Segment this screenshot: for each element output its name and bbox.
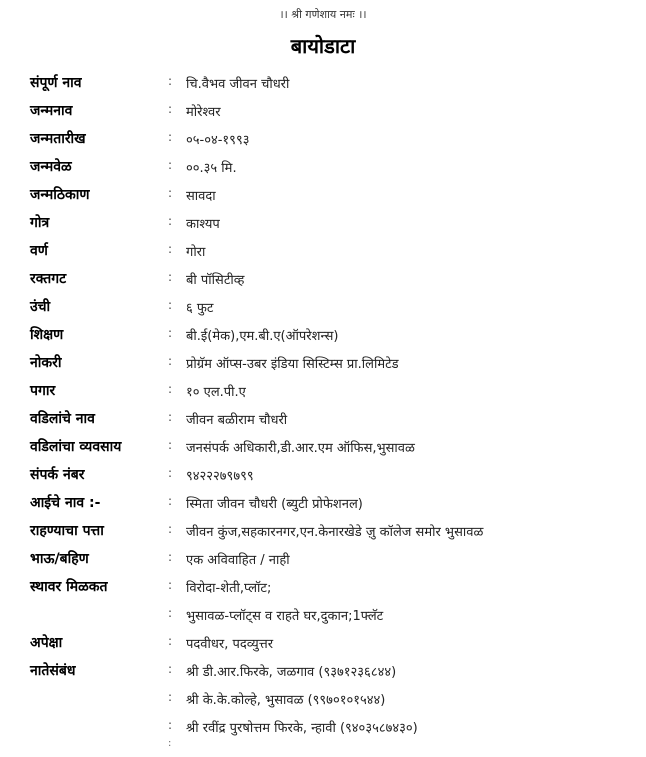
biodata-row xyxy=(0,630,646,658)
field-label: जन्मनाव xyxy=(30,103,73,119)
field-label: नोकरी xyxy=(30,355,62,371)
page-title: बायोडाटा xyxy=(290,34,356,58)
field-value: जीवन बळीराम चौधरी xyxy=(186,413,288,428)
field-separator: : xyxy=(168,382,173,396)
biodata-row xyxy=(0,574,646,602)
biodata-row xyxy=(0,462,646,490)
biodata-row xyxy=(0,546,646,574)
biodata-row xyxy=(0,490,646,518)
field-value: ६ फुट xyxy=(186,301,214,316)
field-value: चि.वैभव जीवन चौधरी xyxy=(186,77,290,92)
field-value: १० एल.पी.ए xyxy=(186,385,246,400)
biodata-row xyxy=(0,714,646,742)
field-label: गोत्र xyxy=(30,215,50,231)
field-separator: : xyxy=(168,354,173,368)
field-separator: : xyxy=(168,494,173,508)
field-value: भुसावळ-प्लॉट्स व राहते घर,दुकान;1फ्लॅट xyxy=(186,609,384,624)
field-separator: : xyxy=(168,410,173,424)
biodata-row xyxy=(0,266,646,294)
field-value: श्री के.के.कोल्हे, भुसावळ (९९७०१०१५४४) xyxy=(186,693,386,708)
biodata-list xyxy=(0,70,646,742)
field-label: संपूर्ण नाव xyxy=(30,75,82,91)
field-label: स्थावर मिळकत xyxy=(30,579,108,595)
field-label: भाऊ/बहिण xyxy=(30,551,89,567)
biodata-row xyxy=(0,70,646,98)
field-label: संपर्क नंबर xyxy=(30,467,85,483)
field-separator: : xyxy=(168,130,173,144)
field-value: एक अविवाहित / नाही xyxy=(186,553,290,568)
invocation-line: ।। श्री गणेशाय नमः ।। xyxy=(279,8,367,21)
biodata-row xyxy=(0,350,646,378)
biodata-row xyxy=(0,602,646,630)
field-separator: : xyxy=(168,158,173,172)
field-label: जन्मवेळ xyxy=(30,159,72,175)
field-separator: : xyxy=(168,690,173,704)
field-value: सावदा xyxy=(186,189,216,204)
biodata-row xyxy=(0,378,646,406)
field-separator: : xyxy=(168,606,173,620)
field-separator: : xyxy=(168,102,173,116)
field-value: जीवन कुंज,सहकारनगर,एन.केनारखेडे ज़ु कॉलेज समोर भुसावळ xyxy=(186,525,484,540)
field-label: वडिलांचे नाव xyxy=(30,411,95,427)
field-separator: : xyxy=(168,578,173,592)
field-value: बी पॉसिटीव्ह xyxy=(186,273,245,288)
field-label: अपेक्षा xyxy=(30,635,63,651)
biodata-row xyxy=(0,98,646,126)
field-label: वर्ण xyxy=(30,243,48,259)
biodata-row xyxy=(0,238,646,266)
biodata-row xyxy=(0,322,646,350)
field-label: वडिलांचा व्यवसाय xyxy=(30,439,122,455)
biodata-row xyxy=(0,406,646,434)
field-separator: : xyxy=(168,550,173,564)
biodata-row xyxy=(0,154,646,182)
field-value: प्रोग्रॅम ऑप्स-उबर इंडिया सिस्टिम्स प्रा.लिमिटेड xyxy=(186,357,399,372)
field-value: जनसंपर्क अधिकारी,डी.आर.एम ऑफिस,भुसावळ xyxy=(186,441,415,456)
field-separator: : xyxy=(168,634,173,648)
field-label: जन्मतारीख xyxy=(30,131,86,147)
field-value: गोरा xyxy=(186,245,206,260)
field-separator: : xyxy=(168,522,173,536)
field-value: ००.३५ मि. xyxy=(186,161,237,176)
field-value: श्री रवींद्र पुरषोत्तम फिरके, न्हावी (९४०३५८७४३०) xyxy=(186,721,418,736)
field-separator: : xyxy=(168,74,173,88)
field-separator: : xyxy=(168,270,173,284)
field-label: जन्मठिकाण xyxy=(30,187,90,203)
field-separator: : xyxy=(168,438,173,452)
field-value: ९४२२२७९७९९ xyxy=(186,469,254,484)
biodata-row xyxy=(0,518,646,546)
field-value: स्मिता जीवन चौधरी (ब्युटी प्रोफेशनल) xyxy=(186,497,363,512)
field-label: शिक्षण xyxy=(30,327,64,343)
field-value: श्री डी.आर.फिरके, जळगाव (९३७१२३६८४४) xyxy=(186,665,397,680)
field-value: पदवीधर, पदव्युत्तर xyxy=(186,637,274,652)
field-label: नातेसंबंध xyxy=(30,663,76,679)
trailing-colon: : xyxy=(168,738,172,749)
field-separator: : xyxy=(168,214,173,228)
field-label: पगार xyxy=(30,383,56,399)
field-value: विरोदा-शेती,प्लॉट; xyxy=(186,581,272,596)
field-separator: : xyxy=(168,242,173,256)
field-value: बी.ई(मेक),एम.बी.ए(ऑपरेशन्स) xyxy=(186,329,339,344)
field-separator: : xyxy=(168,466,173,480)
field-separator: : xyxy=(168,718,173,732)
field-separator: : xyxy=(168,662,173,676)
biodata-row xyxy=(0,126,646,154)
field-label: रक्तगट xyxy=(30,271,67,287)
biodata-row xyxy=(0,210,646,238)
biodata-row xyxy=(0,434,646,462)
field-value: ०५-०४-१९९३ xyxy=(186,133,250,148)
biodata-row xyxy=(0,294,646,322)
field-value: काश्यप xyxy=(186,217,220,232)
field-label: उंची xyxy=(30,299,51,315)
field-separator: : xyxy=(168,298,173,312)
field-value: मोरेश्वर xyxy=(186,105,221,120)
biodata-row xyxy=(0,182,646,210)
biodata-row xyxy=(0,686,646,714)
biodata-row xyxy=(0,658,646,686)
field-separator: : xyxy=(168,186,173,200)
field-separator: : xyxy=(168,326,173,340)
field-label: आईचे नाव :- xyxy=(30,495,101,511)
field-label: राहण्याचा पत्ता xyxy=(30,523,104,539)
